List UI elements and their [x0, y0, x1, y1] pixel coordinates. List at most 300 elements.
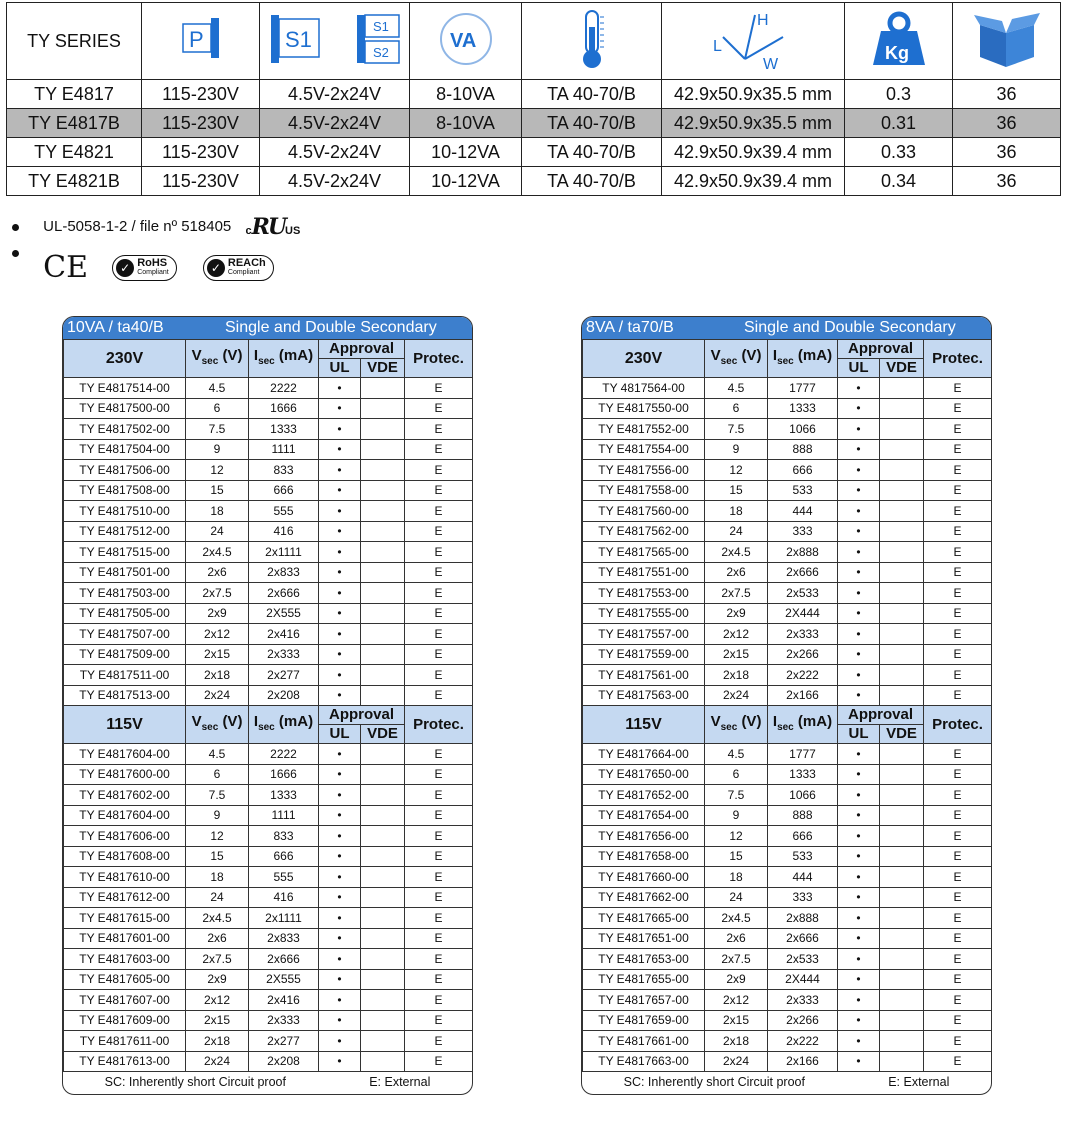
product-cell: TY E4817515-00	[64, 542, 186, 563]
product-cell: •	[319, 624, 361, 645]
product-row	[583, 826, 992, 847]
panel-title-rating: 8VA / ta70/B	[586, 319, 674, 336]
product-cell: E	[924, 990, 992, 1011]
product-cell: 2x7.5	[705, 949, 768, 970]
thermometer-icon	[522, 3, 662, 80]
isec-header	[249, 340, 319, 378]
product-cell	[361, 744, 405, 765]
product-cell: 2x416	[249, 624, 319, 645]
panel-footer	[63, 1072, 472, 1094]
ul-logo-ru: RU	[251, 214, 286, 240]
product-cell: E	[924, 908, 992, 929]
product-row	[583, 785, 992, 806]
product-cell: 2222	[249, 744, 319, 765]
vsec-header	[186, 706, 249, 744]
product-cell: E	[405, 1010, 473, 1031]
product-cell	[880, 1031, 924, 1052]
product-cell	[880, 949, 924, 970]
product-cell: •	[319, 644, 361, 665]
product-row	[64, 928, 473, 949]
product-cell: TY E4817557-00	[583, 624, 705, 645]
product-cell: E	[405, 603, 473, 624]
product-cell: E	[405, 928, 473, 949]
series-row	[7, 109, 1061, 138]
product-cell: E	[924, 542, 992, 563]
series-cell: 0.3	[845, 80, 953, 109]
product-cell: 15	[186, 846, 249, 867]
rohs-sub: Compliant	[137, 268, 169, 276]
product-cell: 4.5	[186, 744, 249, 765]
product-cell: 2x666	[249, 949, 319, 970]
ce-mark: CE	[43, 250, 89, 285]
product-cell	[880, 846, 924, 867]
series-cell: TA 40-70/B	[522, 109, 662, 138]
product-cell: TY E4817565-00	[583, 542, 705, 563]
product-cell: •	[319, 744, 361, 765]
section-voltage: 230V	[583, 340, 705, 378]
product-cell: 555	[249, 867, 319, 888]
product-cell: E	[405, 521, 473, 542]
product-row	[583, 908, 992, 929]
series-cell: 115-230V	[142, 109, 260, 138]
product-row	[64, 949, 473, 970]
product-cell	[361, 480, 405, 501]
product-cell: 1111	[249, 805, 319, 826]
product-cell: TY E4817551-00	[583, 562, 705, 583]
isec-sub: sec	[777, 721, 794, 733]
product-cell: 1666	[249, 398, 319, 419]
vsec-header	[705, 706, 768, 744]
product-cell	[880, 583, 924, 604]
product-cell: E	[405, 908, 473, 929]
product-row	[64, 846, 473, 867]
product-cell: E	[405, 665, 473, 686]
protec-header: Protec.	[405, 706, 473, 744]
product-cell: E	[924, 949, 992, 970]
section-voltage: 230V	[64, 340, 186, 378]
product-cell: 2x6	[705, 928, 768, 949]
product-cell: •	[319, 805, 361, 826]
product-cell: E	[924, 826, 992, 847]
product-cell: •	[838, 583, 880, 604]
product-cell	[361, 439, 405, 460]
product-row	[583, 685, 992, 706]
product-cell: E	[405, 846, 473, 867]
reach-sub: Compliant	[227, 268, 260, 276]
s1-label: S1	[284, 26, 312, 52]
product-row	[64, 908, 473, 929]
reach-label: REACh	[227, 256, 266, 269]
product-cell: E	[405, 398, 473, 419]
product-cell: 24	[705, 521, 768, 542]
product-cell: E	[405, 744, 473, 765]
product-cell: •	[838, 542, 880, 563]
product-cell: 12	[705, 460, 768, 481]
vde-header: VDE	[361, 725, 405, 744]
kg-label: Kg	[884, 42, 909, 63]
product-row	[583, 1010, 992, 1031]
check-icon: ✓	[207, 259, 225, 277]
isec-unit: (mA)	[278, 346, 314, 364]
product-cell: 533	[768, 480, 838, 501]
product-cell: 4.5	[705, 744, 768, 765]
product-cell: •	[838, 785, 880, 806]
product-row	[64, 867, 473, 888]
product-cell: TY E4817664-00	[583, 744, 705, 765]
product-cell: TY E4817607-00	[64, 990, 186, 1011]
product-cell: E	[924, 583, 992, 604]
product-cell: •	[319, 990, 361, 1011]
product-cell	[361, 826, 405, 847]
product-cell: 2X444	[768, 603, 838, 624]
product-cell: E	[405, 990, 473, 1011]
product-row	[64, 805, 473, 826]
product-cell	[361, 603, 405, 624]
product-cell	[880, 990, 924, 1011]
product-cell: 888	[768, 439, 838, 460]
protec-header: Protec.	[924, 340, 992, 378]
product-cell	[361, 867, 405, 888]
isec-i: I	[772, 712, 778, 730]
product-cell: •	[319, 419, 361, 440]
product-cell: 2x166	[768, 685, 838, 706]
product-row	[64, 785, 473, 806]
product-cell: E	[405, 542, 473, 563]
product-cell: 2x666	[768, 928, 838, 949]
product-cell	[361, 785, 405, 806]
vsec-header	[705, 340, 768, 378]
product-row	[583, 846, 992, 867]
product-cell	[361, 624, 405, 645]
product-cell: 2x15	[186, 1010, 249, 1031]
product-panel-10va	[62, 316, 473, 1095]
primary-voltage-icon	[142, 3, 260, 80]
product-cell: •	[319, 542, 361, 563]
product-cell: TY E4817651-00	[583, 928, 705, 949]
series-cell: TY E4821B	[7, 167, 142, 196]
product-cell: TY E4817553-00	[583, 583, 705, 604]
product-cell: 2x18	[186, 1031, 249, 1052]
product-panel-8va	[581, 316, 992, 1095]
product-cell: •	[838, 562, 880, 583]
product-cell: E	[924, 562, 992, 583]
product-cell: •	[838, 501, 880, 522]
product-cell: 833	[249, 826, 319, 847]
product-cell	[880, 908, 924, 929]
product-cell	[880, 624, 924, 645]
approval-header: Approval	[838, 706, 924, 725]
dimensions-icon	[662, 3, 845, 80]
product-cell: •	[838, 887, 880, 908]
product-cell: E	[405, 969, 473, 990]
rohs-label: RoHS	[137, 256, 168, 269]
product-cell: 444	[768, 501, 838, 522]
product-cell: TY E4817501-00	[64, 562, 186, 583]
ul-header: UL	[319, 359, 361, 378]
product-cell: E	[924, 624, 992, 645]
product-row	[64, 378, 473, 399]
product-cell: E	[405, 562, 473, 583]
product-row	[64, 644, 473, 665]
product-cell: E	[405, 1051, 473, 1072]
product-cell: TY E4817652-00	[583, 785, 705, 806]
product-cell: TY E4817653-00	[583, 949, 705, 970]
product-cell: 2x833	[249, 562, 319, 583]
product-cell: E	[405, 887, 473, 908]
product-cell	[361, 887, 405, 908]
product-cell: 416	[249, 521, 319, 542]
vde-header: VDE	[361, 359, 405, 378]
product-cell: 2x266	[768, 644, 838, 665]
product-cell: 2x222	[768, 1031, 838, 1052]
product-cell: 1333	[768, 764, 838, 785]
product-cell: TY E4817500-00	[64, 398, 186, 419]
product-cell: 7.5	[186, 785, 249, 806]
product-cell	[361, 583, 405, 604]
vsec-unit: (V)	[741, 712, 762, 730]
product-cell: •	[319, 665, 361, 686]
section-voltage: 115V	[583, 706, 705, 744]
product-row	[64, 624, 473, 645]
product-row	[583, 949, 992, 970]
product-cell: 2x24	[186, 685, 249, 706]
product-cell: TY E4817611-00	[64, 1031, 186, 1052]
product-cell: •	[838, 846, 880, 867]
product-cell: 2x6	[186, 928, 249, 949]
product-cell: E	[924, 501, 992, 522]
product-cell: TY E4817502-00	[64, 419, 186, 440]
product-cell: 6	[186, 398, 249, 419]
series-cell: 4.5V-2x24V	[260, 109, 410, 138]
product-cell	[880, 887, 924, 908]
series-cell: 10-12VA	[410, 138, 522, 167]
product-cell: E	[405, 644, 473, 665]
series-cell: 4.5V-2x24V	[260, 138, 410, 167]
product-cell: TY E4817509-00	[64, 644, 186, 665]
product-cell: 2x24	[186, 1051, 249, 1072]
footer-sc: SC: Inherently short Circuit proof	[623, 1075, 805, 1089]
va-icon	[410, 3, 522, 80]
product-cell	[880, 785, 924, 806]
product-cell: 7.5	[705, 419, 768, 440]
product-cell: TY E4817602-00	[64, 785, 186, 806]
footer-sc: SC: Inherently short Circuit proof	[104, 1075, 286, 1089]
product-cell: TY E4817559-00	[583, 644, 705, 665]
product-cell: 2x9	[705, 603, 768, 624]
product-cell: E	[405, 439, 473, 460]
product-row	[64, 665, 473, 686]
product-cell: •	[838, 826, 880, 847]
product-row	[64, 460, 473, 481]
series-cell: 4.5V-2x24V	[260, 167, 410, 196]
product-cell: •	[319, 439, 361, 460]
product-cell: 2x18	[705, 1031, 768, 1052]
product-cell: TY E4817615-00	[64, 908, 186, 929]
product-cell: 833	[249, 460, 319, 481]
vsec-sub: sec	[201, 355, 219, 367]
product-cell	[880, 867, 924, 888]
product-row	[583, 398, 992, 419]
product-cell: 2x12	[186, 624, 249, 645]
product-cell: TY E4817656-00	[583, 826, 705, 847]
product-cell: 2x1111	[249, 542, 319, 563]
product-cell: E	[924, 785, 992, 806]
product-cell	[361, 1031, 405, 1052]
product-cell: 12	[186, 460, 249, 481]
vsec-v: V	[710, 346, 721, 364]
ul-cert-line	[12, 214, 300, 240]
product-cell: 2x166	[768, 1051, 838, 1072]
product-cell	[361, 805, 405, 826]
product-cell: TY E4817512-00	[64, 521, 186, 542]
product-cell: 555	[249, 501, 319, 522]
product-row	[583, 805, 992, 826]
product-cell: •	[319, 685, 361, 706]
product-cell: 666	[768, 460, 838, 481]
product-cell: 2x4.5	[705, 542, 768, 563]
product-cell: TY E4817659-00	[583, 1010, 705, 1031]
product-cell: •	[319, 928, 361, 949]
product-cell: TY E4817601-00	[64, 928, 186, 949]
product-cell: 2x208	[249, 685, 319, 706]
product-cell: 2x277	[249, 1031, 319, 1052]
product-cell	[361, 1010, 405, 1031]
product-row	[583, 1031, 992, 1052]
product-cell	[880, 460, 924, 481]
product-cell: •	[838, 908, 880, 929]
series-cell: 115-230V	[142, 80, 260, 109]
check-icon: ✓	[116, 259, 134, 277]
product-row	[64, 439, 473, 460]
series-cell: 8-10VA	[410, 109, 522, 138]
panel-title-subtitle: Single and Double Secondary	[225, 319, 437, 336]
product-cell: E	[924, 480, 992, 501]
panel-title	[582, 317, 991, 339]
s1-small-label: S1	[372, 18, 389, 34]
product-cell	[361, 1051, 405, 1072]
product-cell: •	[319, 460, 361, 481]
vsec-v: V	[191, 346, 202, 364]
product-cell	[880, 685, 924, 706]
product-cell: TY E4817661-00	[583, 1031, 705, 1052]
product-cell	[361, 419, 405, 440]
product-cell: •	[838, 949, 880, 970]
product-cell: •	[838, 1010, 880, 1031]
isec-sub: sec	[777, 355, 794, 367]
product-cell: •	[319, 764, 361, 785]
reach-badge	[203, 255, 274, 281]
product-cell: 1066	[768, 785, 838, 806]
product-cell: 2x6	[186, 562, 249, 583]
product-cell: TY E4817514-00	[64, 378, 186, 399]
series-table	[6, 2, 1061, 196]
product-row	[583, 460, 992, 481]
product-cell: 888	[768, 805, 838, 826]
product-cell: 333	[768, 887, 838, 908]
product-cell: 533	[768, 846, 838, 867]
product-cell: E	[405, 805, 473, 826]
series-row	[7, 138, 1061, 167]
product-cell: TY E4817610-00	[64, 867, 186, 888]
panel-title	[63, 317, 472, 339]
product-cell	[880, 521, 924, 542]
ul-header: UL	[319, 725, 361, 744]
product-row	[64, 969, 473, 990]
product-cell: •	[319, 1010, 361, 1031]
product-cell	[361, 521, 405, 542]
ul-logo-c: c	[245, 225, 252, 237]
product-cell: 7.5	[186, 419, 249, 440]
product-cell: TY E4817613-00	[64, 1051, 186, 1072]
product-cell: •	[319, 949, 361, 970]
product-cell: 2x4.5	[186, 908, 249, 929]
product-cell: TY E4817556-00	[583, 460, 705, 481]
ul-header: UL	[838, 359, 880, 378]
rohs-badge	[112, 255, 177, 281]
product-cell: TY E4817563-00	[583, 685, 705, 706]
product-cell: E	[405, 501, 473, 522]
product-cell: 2x4.5	[186, 542, 249, 563]
product-cell: TY E4817608-00	[64, 846, 186, 867]
product-cell: •	[838, 764, 880, 785]
product-cell: •	[319, 562, 361, 583]
product-cell: •	[319, 603, 361, 624]
product-cell	[361, 764, 405, 785]
product-cell: 2x333	[249, 1010, 319, 1031]
product-cell: 2x18	[186, 665, 249, 686]
product-cell: E	[924, 887, 992, 908]
product-cell: TY E4817604-00	[64, 805, 186, 826]
approval-header: Approval	[319, 340, 405, 359]
product-cell: TY E4817605-00	[64, 969, 186, 990]
product-cell	[361, 990, 405, 1011]
vsec-v: V	[710, 712, 721, 730]
product-cell: TY E4817655-00	[583, 969, 705, 990]
product-cell: •	[319, 521, 361, 542]
product-cell: TY E4817560-00	[583, 501, 705, 522]
product-cell: •	[838, 1051, 880, 1072]
isec-header	[249, 706, 319, 744]
product-cell: E	[405, 460, 473, 481]
product-cell: TY E4817505-00	[64, 603, 186, 624]
product-cell: •	[319, 969, 361, 990]
product-cell: E	[924, 846, 992, 867]
product-cell: •	[319, 480, 361, 501]
product-cell: 9	[186, 439, 249, 460]
product-row	[64, 603, 473, 624]
product-cell: •	[838, 744, 880, 765]
product-row	[64, 744, 473, 765]
product-cell: E	[924, 867, 992, 888]
protec-header: Protec.	[405, 340, 473, 378]
series-cell: 0.34	[845, 167, 953, 196]
product-cell: 15	[705, 480, 768, 501]
product-table	[63, 339, 473, 1072]
product-cell: •	[838, 644, 880, 665]
product-cell: E	[924, 439, 992, 460]
product-cell: TY E4817508-00	[64, 480, 186, 501]
product-table	[582, 339, 992, 1072]
section-header	[583, 706, 992, 725]
product-row	[64, 521, 473, 542]
product-cell: •	[319, 785, 361, 806]
product-row	[64, 1051, 473, 1072]
series-cell: 0.33	[845, 138, 953, 167]
product-row	[64, 990, 473, 1011]
product-row	[583, 583, 992, 604]
product-cell: E	[924, 460, 992, 481]
product-cell: •	[838, 521, 880, 542]
